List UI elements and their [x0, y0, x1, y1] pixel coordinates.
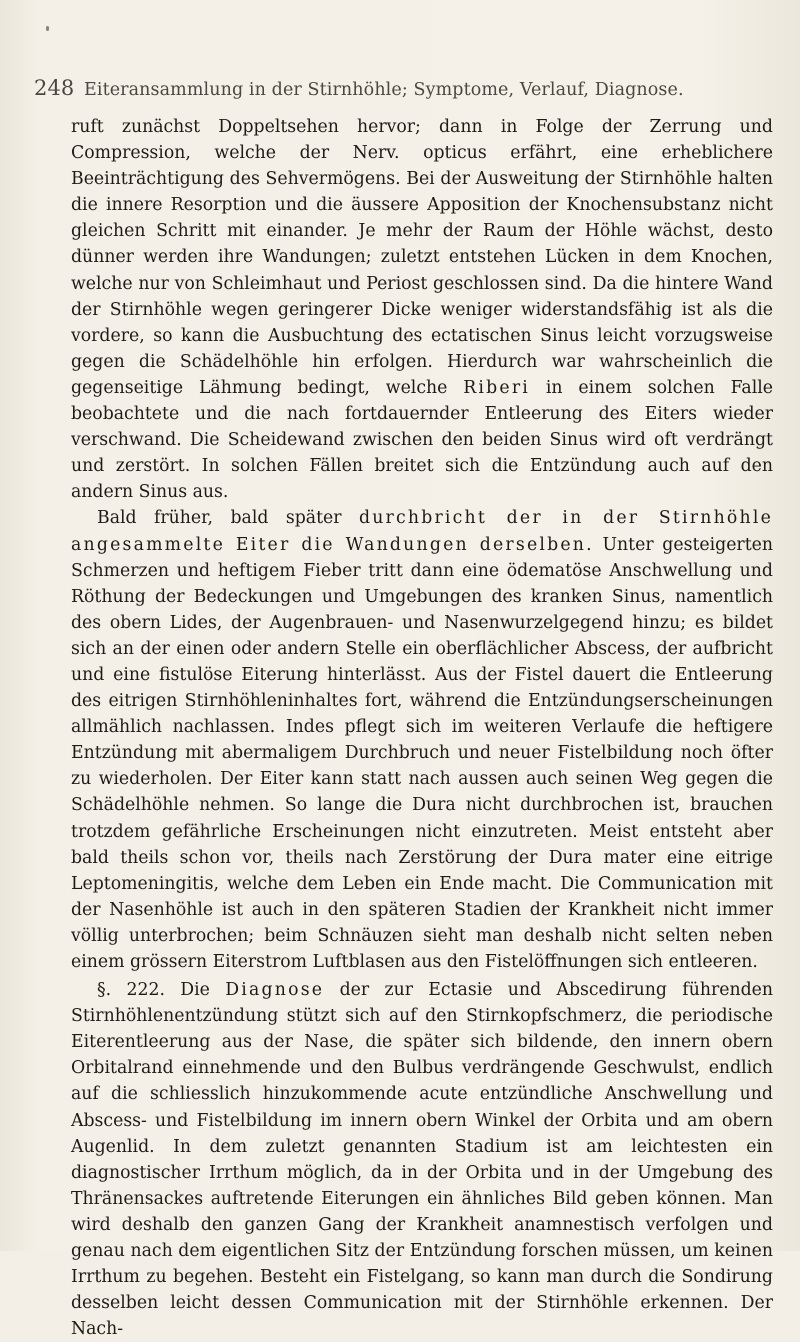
section-222-keyword: Diagnose — [225, 980, 325, 1001]
body-text — [71, 114, 773, 1342]
paragraph-3-text: der zur Ectasie und Abscedirung führenden Stirnhöhlenentzündung stützt sich auf den Stirnkopfschmerz, die periodische Eiterentleerung aus der Nase, die später sich bildende, den innern obern Orbitalrand einnehmende und den Bulbus verdrängende Geschwulst, endlich auf die schliesslich hinzukommende acute entzündliche Anschwellung und Abscess- und Fistelbildung im innern obern Winkel der Orbita und am obern Augenlid. In dem zuletzt genannten Stadium ist am leichtesten ein diagnostischer Irrthum möglich, da in der Orbita und in der Umgebung des Thränensackes auftretende Eiterungen ein ähnliches Bild geben können. Man wird deshalb den ganzen Gang der Krankheit anamnestisch verfolgen und genau nach dem eigentlichen Sitz der Entzündung forschen müssen, um keinen Irrthum zu begehen. Besteht ein Fistelgang, so kann man durch die Sondirung desselben leicht dessen Communication mit der Stirnhöhle erkennen. Der Nach- — [71, 980, 773, 1340]
running-header — [34, 76, 764, 100]
paragraph-3 — [71, 977, 773, 1342]
print-speck-mark — [46, 26, 49, 31]
paragraph-2-emphasis: durchbricht der in der Stirnhöhle angesammelte Eiter die Wandungen derselben. — [71, 508, 773, 555]
paragraph-2-lead: Bald früher, bald später — [97, 508, 359, 529]
paragraph-2 — [71, 505, 773, 975]
paragraph-1-author-name: Riberi — [463, 377, 531, 398]
paragraph-1-text: ruft zunächst Doppeltsehen hervor; dann in Folge der Zerrung und Compression, welche der Nerv. opticus erfährt, eine erheblichere Beeinträchtigung des Sehvermögens. Bei der Ausweitung der Stirnhöhle halten die innere Resorption und die äussere Apposition der Knochensubstanz nicht gleichen Schritt mit einander. Je mehr der Raum der Höhle wächst, desto dünner werden ihre Wandungen; zuletzt entstehen Lücken in dem Knochen, welche nur von Schleimhaut und Periost geschlossen sind. Da die hintere Wand der Stirnhöhle wegen geringerer Dicke weniger widerstandsfähig ist als die vordere, so kann die Ausbuchtung des ectatischen Sinus leicht vorzugsweise gegen die Schädelhöhle hin erfolgen. Hierdurch war wahrscheinlich die gegenseitige Lähmung bedingt, welche — [71, 117, 773, 398]
paragraph-1 — [71, 114, 773, 505]
paragraph-1-text-cont: in einem solchen Falle beobachtete und die nach fortdauernder Entleerung des Eiters wieder verschwand. Die Scheidewand zwischen den beiden Sinus wird oft verdrängt und zerstört. In solchen Fällen breitet sich die Entzündung auch auf den andern Sinus aus. — [71, 377, 773, 503]
running-title: Eiteransammlung in der Stirnhöhle; Symptome, Verlauf, Diagnose. — [84, 80, 684, 100]
paragraph-2-text: Unter gesteigerten Schmerzen und heftigem Fieber tritt dann eine ödematöse Anschwellung und Röthung der Bedeckungen und Umgebungen des kranken Sinus, namentlich des obern Lides, der Augenbrauen- und Nasenwurzelgegend hinzu; es bildet sich an der einen oder andern Stelle ein oberflächlicher Abscess, der aufbricht und eine fistulöse Eiterung hinterlässt. Aus der Fistel dauert die Entleerung des eitrigen Stirnhöhleninhaltes fort, während die Entzündungserscheinungen allmählich nachlassen. Indes pflegt sich im weiteren Verlaufe die heftigere Entzündung mit abermaligem Durchbruch und neuer Fistelbildung noch öfter zu wiederholen. Der Eiter kann statt nach aussen auch seinen Weg gegen die Schädelhöhle nehmen. So lange die Dura nicht durchbrochen ist, brauchen trotzdem gefährliche Erscheinungen nicht einzutreten. Meist entsteht aber bald theils schon vor, theils nach Zerstörung der Dura mater eine eitrige Leptomeningitis, welche dem Leben ein Ende macht. Die Communication mit der Nasenhöhle ist auch in den späteren Stadien der Krankheit nicht immer völlig unterbrochen; beim Schnäuzen sieht man deshalb nicht selten neben einem grössern Eiterstrom Luftblasen aus den Fistelöffnungen sich entleeren. — [71, 534, 773, 972]
section-222-lead: §. 222. Die — [97, 980, 226, 1001]
page-number: 248 — [34, 76, 75, 100]
